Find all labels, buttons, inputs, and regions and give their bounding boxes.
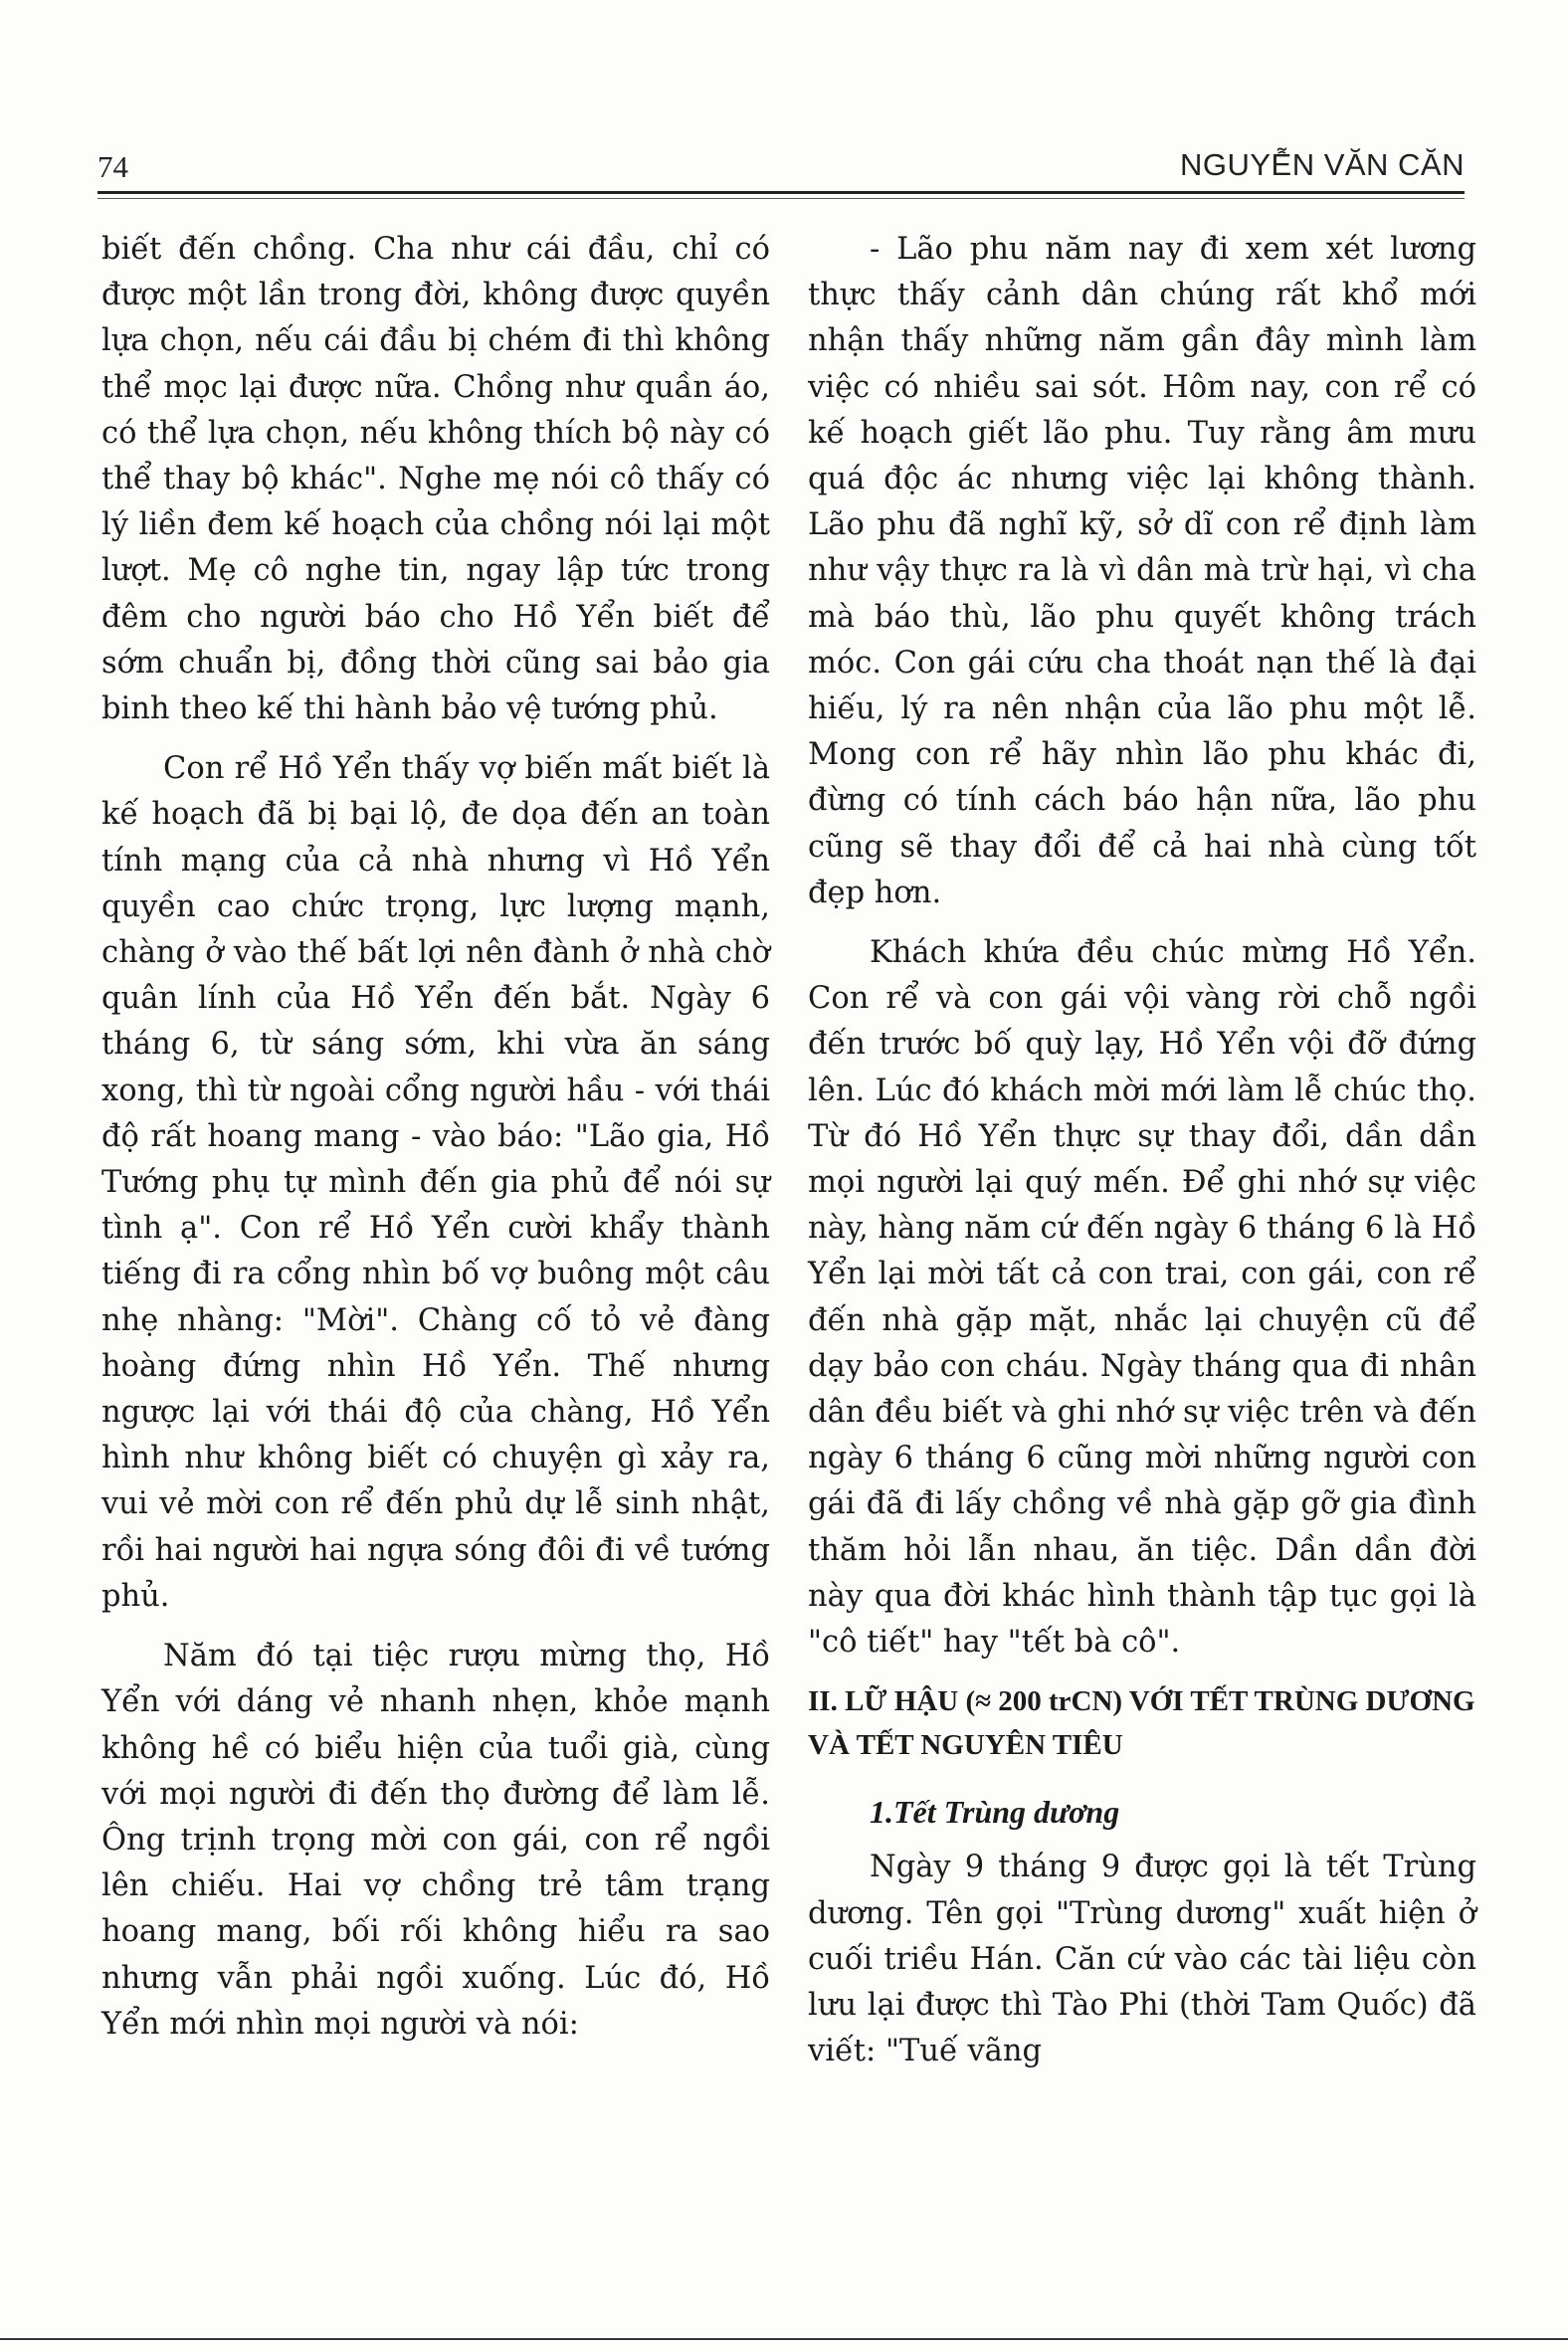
page-header bbox=[98, 137, 1465, 189]
right-column bbox=[808, 227, 1476, 2088]
paragraph: - Lão phu năm nay đi xem xét lương thực thấy cảnh dân chúng rất khổ mới nhận thấy những năm gần đây mình làm việc có nhiều sai sót. Hôm nay, con rể có kế hoạch giết lão phu. Tuy rằng âm mưu quá độc ác nhưng việc lại không thành. Lão phu đã nghĩ kỹ, sở dĩ con rể định làm như vậy thực ra là vì dân mà trừ hại, vì cha mà báo thù, lão phu quyết không trách móc. Con gái cứu cha thoát nạn thế là đại hiếu, lý ra nên nhận của lão phu một lễ. Mong con rể hãy nhìn lão phu khác đi, đừng có tính cách báo hận nữa, lão phu cũng sẽ thay đổi để cả hai nhà cùng tốt đẹp hơn. bbox=[808, 232, 1476, 910]
paragraph: biết đến chồng. Cha như cái đầu, chỉ có được một lần trong đời, không được quyền lựa chọn, nếu cái đầu bị chém đi thì không thể mọc lại được nữa. Chồng như quần áo, có thể lựa chọn, nếu không thích bộ này có thể thay bộ khác". Nghe mẹ nói cô thấy có lý liền đem kế hoạch của chồng nói lại một lượt. Mẹ cô nghe tin, ngay lập tức trong đêm cho người báo cho Hồ Yển biết để sớm chuẩn bị, đồng thời cũng sai bảo gia binh theo kế thi hành bảo vệ tướng phủ. bbox=[101, 232, 770, 727]
paragraph: Năm đó tại tiệc rượu mừng thọ, Hồ Yển với dáng vẻ nhanh nhẹn, khỏe mạnh không hề có biểu hiện của tuổi già, cùng với mọi người đi đến thọ đường để làm lễ. Ông trịnh trọng mời con gái, con rể ngồi lên chiếu. Hai vợ chồng trẻ tâm trạng hoang mang, bối rối không hiểu ra sao nhưng vẫn phải ngồi xuống. Lúc đó, Hồ Yển mới nhìn mọi người và nói: bbox=[101, 1639, 770, 2042]
paragraph: Khách khứa đều chúc mừng Hồ Yển. Con rể và con gái vội vàng rời chỗ ngồi đến trước bố quỳ lạy, Hồ Yển vội đỡ đứng lên. Lúc đó khách mời mới làm lễ chúc thọ. Từ đó Hồ Yển thực sự thay đổi, dần dần mọi người lại quý mến. Để ghi nhớ sự việc này, hàng năm cứ đến ngày 6 tháng 6 là Hồ Yển lại mời tất cả con trai, con gái, con rể đến nhà gặp mặt, nhắc lại chuyện cũ để dạy bảo con cháu. Ngày tháng qua đi nhân dân đều biết và ghi nhớ sự việc trên và đến ngày 6 tháng 6 cũng mời những người con gái đã đi lấy chồng về nhà gặp gỡ gia đình thăm hỏi lẫn nhau, ăn tiệc. Dần dần đời này qua đời khác hình thành tập tục gọi là "cô tiết" hay "tết bà cô". bbox=[808, 935, 1476, 1661]
paragraph: Ngày 9 tháng 9 được gọi là tết Trùng dương. Tên gọi "Trùng dương" xuất hiện ở cuối triều Hán. Căn cứ vào các tài liệu còn lưu lại được thì Tào Phi (thời Tam Quốc) đã viết: "Tuế vãng bbox=[808, 1850, 1476, 2069]
page-bottom-edge bbox=[0, 2338, 1568, 2340]
left-column bbox=[101, 227, 770, 2061]
header-rule-thin bbox=[98, 198, 1465, 199]
sub-heading: 1.Tết Trùng dương bbox=[870, 1794, 1120, 1831]
section-heading: II. LỮ HẬU (≈ 200 trCN) VỚI TẾT TRÙNG DƯƠNG VÀ TẾT NGUYÊN TIÊU bbox=[808, 1685, 1475, 1762]
running-head-author: NGUYỄN VĂN CĂN bbox=[1179, 147, 1465, 182]
header-rule bbox=[98, 191, 1465, 194]
page-number: 74 bbox=[98, 149, 128, 184]
paragraph: Con rể Hồ Yển thấy vợ biến mất biết là kế hoạch đã bị bại lộ, đe dọa đến an toàn tính mạng của cả nhà nhưng vì Hồ Yển quyền cao chức trọng, lực lượng mạnh, chàng ở vào thế bất lợi nên đành ở nhà chờ quân lính của Hồ Yển đến bắt. Ngày 6 tháng 6, từ sáng sớm, khi vừa ăn sáng xong, thì từ ngoài cổng người hầu - với thái độ rất hoang mang - vào báo: "Lão gia, Hồ Tướng phụ tự mình đến gia phủ để nói sự tình ạ". Con rể Hồ Yển cười khẩy thành tiếng đi ra cổng nhìn bố vợ buông một câu nhẹ nhàng: "Mời". Chàng cố tỏ vẻ đàng hoàng đứng nhìn Hồ Yển. Thế nhưng ngược lại với thái độ của chàng, Hồ Yển hình như không biết có chuyện gì xảy ra, vui vẻ mời con rể đến phủ dự lễ sinh nhật, rồi hai người hai ngựa sóng đôi đi về tướng phủ. bbox=[101, 751, 770, 1614]
